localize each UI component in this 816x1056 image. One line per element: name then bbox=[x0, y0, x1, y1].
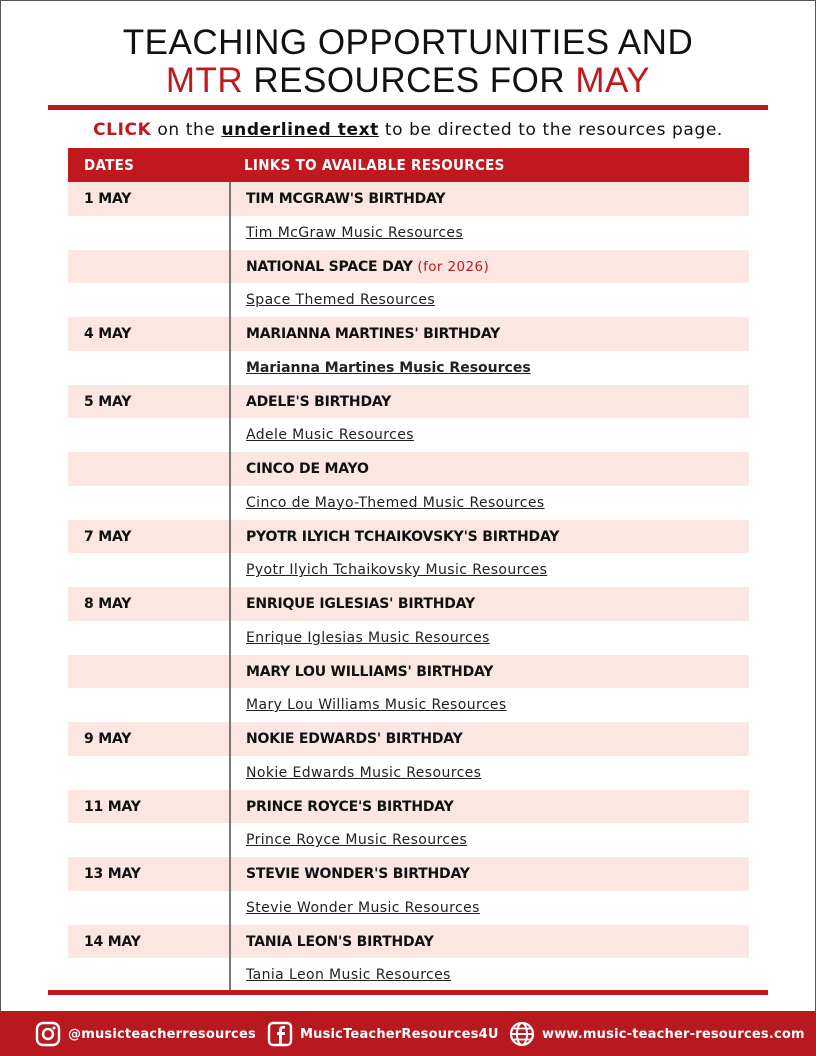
event-title-text: PRINCE ROYCE'S BIRTHDAY bbox=[246, 798, 454, 815]
event-date: 4 MAY bbox=[84, 326, 132, 342]
event-title bbox=[246, 596, 475, 612]
event-date: 9 MAY bbox=[84, 731, 132, 747]
link-row bbox=[68, 621, 749, 655]
title-line-1: TEACHING OPPORTUNITIES AND bbox=[122, 23, 694, 62]
resource-link[interactable]: Mary Lou Williams Music Resources bbox=[246, 697, 507, 714]
event-title-text: STEVIE WONDER'S BIRTHDAY bbox=[246, 866, 470, 882]
event-date: 11 MAY bbox=[84, 798, 141, 815]
top-rule bbox=[48, 105, 768, 110]
event-row bbox=[68, 790, 749, 824]
instruction-click: CLICK bbox=[93, 120, 152, 140]
event-title-text: TANIA LEON'S BIRTHDAY bbox=[246, 933, 434, 950]
event-title bbox=[246, 191, 445, 207]
event-title bbox=[246, 866, 470, 882]
facebook-icon bbox=[266, 1020, 294, 1048]
footer-bar bbox=[0, 1011, 816, 1056]
title-line-2 bbox=[0, 62, 816, 100]
resource-link[interactable]: Prince Royce Music Resources bbox=[246, 832, 468, 849]
link-row bbox=[68, 216, 749, 250]
event-title bbox=[246, 529, 559, 545]
event-title bbox=[246, 934, 434, 950]
event-title bbox=[246, 394, 391, 410]
resource-table bbox=[68, 182, 749, 992]
resource-link[interactable]: Adele Music Resources bbox=[246, 427, 414, 444]
event-date: 13 MAY bbox=[84, 866, 141, 882]
globe-icon bbox=[508, 1020, 536, 1048]
link-row bbox=[68, 688, 749, 722]
event-title-text: TIM MCGRAW'S BIRTHDAY bbox=[246, 191, 446, 207]
instruction-text bbox=[0, 120, 816, 140]
title-month: MAY bbox=[575, 61, 651, 100]
resource-link[interactable]: Tim McGraw Music Resources bbox=[246, 224, 464, 241]
event-title bbox=[246, 326, 500, 342]
event-row bbox=[68, 250, 749, 284]
event-title-text: CINCO DE MAYO bbox=[246, 461, 369, 477]
table-header bbox=[68, 148, 749, 182]
event-title-text: ADELE'S BIRTHDAY bbox=[246, 393, 392, 410]
event-row bbox=[68, 182, 749, 216]
event-row bbox=[68, 722, 749, 756]
page-title bbox=[0, 24, 816, 100]
event-title bbox=[246, 664, 493, 680]
event-row bbox=[68, 317, 749, 351]
link-row bbox=[68, 418, 749, 452]
header-dates: DATES bbox=[84, 156, 135, 174]
event-title-text: ENRIQUE IGLESIAS' BIRTHDAY bbox=[246, 596, 475, 612]
event-row bbox=[68, 925, 749, 959]
link-row bbox=[68, 351, 749, 385]
instruction-part2: to be directed to the resources page. bbox=[378, 120, 723, 140]
website-link[interactable] bbox=[508, 1020, 805, 1048]
link-row bbox=[68, 553, 749, 587]
link-row bbox=[68, 823, 749, 857]
event-date: 1 MAY bbox=[84, 191, 132, 207]
event-date: 14 MAY bbox=[84, 933, 141, 950]
event-title bbox=[246, 461, 369, 477]
event-date: 7 MAY bbox=[84, 528, 132, 545]
link-row bbox=[68, 756, 749, 790]
bottom-rule bbox=[48, 990, 768, 995]
event-title bbox=[246, 259, 489, 275]
link-row bbox=[68, 486, 749, 520]
resource-link[interactable]: Enrique Iglesias Music Resources bbox=[246, 629, 490, 646]
event-date: 8 MAY bbox=[84, 596, 132, 612]
event-title-text: PYOTR ILYICH TCHAIKOVSKY'S BIRTHDAY bbox=[246, 528, 560, 545]
event-title-text: NATIONAL SPACE DAY bbox=[246, 258, 418, 275]
resource-link[interactable]: Stevie Wonder Music Resources bbox=[246, 899, 480, 916]
header-links: LINKS TO AVAILABLE RESOURCES bbox=[244, 156, 505, 174]
event-date: 5 MAY bbox=[84, 393, 132, 410]
event-title-text: MARIANNA MARTINES' BIRTHDAY bbox=[246, 326, 501, 342]
resource-link[interactable]: Marianna Martines Music Resources bbox=[246, 359, 531, 376]
title-middle: RESOURCES FOR bbox=[243, 61, 576, 100]
event-title-text: MARY LOU WILLIAMS' BIRTHDAY bbox=[246, 663, 494, 680]
title-mtr: MTR bbox=[165, 61, 244, 100]
resource-link[interactable]: Cinco de Mayo-Themed Music Resources bbox=[246, 494, 545, 511]
link-row bbox=[68, 958, 749, 992]
column-divider bbox=[229, 182, 231, 990]
event-row bbox=[68, 452, 749, 486]
event-row bbox=[68, 655, 749, 689]
link-row bbox=[68, 891, 749, 925]
website-url: www.music-teacher-resources.com bbox=[542, 1026, 805, 1042]
instagram-icon bbox=[34, 1020, 62, 1048]
instruction-underlined: underlined text bbox=[221, 120, 379, 140]
event-note: (for 2026) bbox=[417, 258, 490, 275]
facebook-link[interactable] bbox=[266, 1020, 499, 1048]
event-title bbox=[246, 731, 463, 747]
instruction-part1: on the bbox=[151, 120, 222, 140]
event-title bbox=[246, 799, 454, 815]
event-row bbox=[68, 520, 749, 554]
resource-link[interactable]: Nokie Edwards Music Resources bbox=[246, 764, 482, 781]
event-row bbox=[68, 857, 749, 891]
event-row bbox=[68, 385, 749, 419]
event-title-text: NOKIE EDWARDS' BIRTHDAY bbox=[246, 731, 463, 747]
instagram-link[interactable] bbox=[34, 1020, 256, 1048]
event-row bbox=[68, 587, 749, 621]
resource-link[interactable]: Tania Leon Music Resources bbox=[246, 967, 451, 984]
link-row bbox=[68, 283, 749, 317]
resource-link[interactable]: Pyotr Ilyich Tchaikovsky Music Resources bbox=[246, 562, 548, 579]
instagram-handle: @musicteacherresources bbox=[68, 1026, 256, 1042]
resource-link[interactable]: Space Themed Resources bbox=[246, 292, 436, 309]
facebook-handle: MusicTeacherResources4U bbox=[300, 1026, 499, 1042]
